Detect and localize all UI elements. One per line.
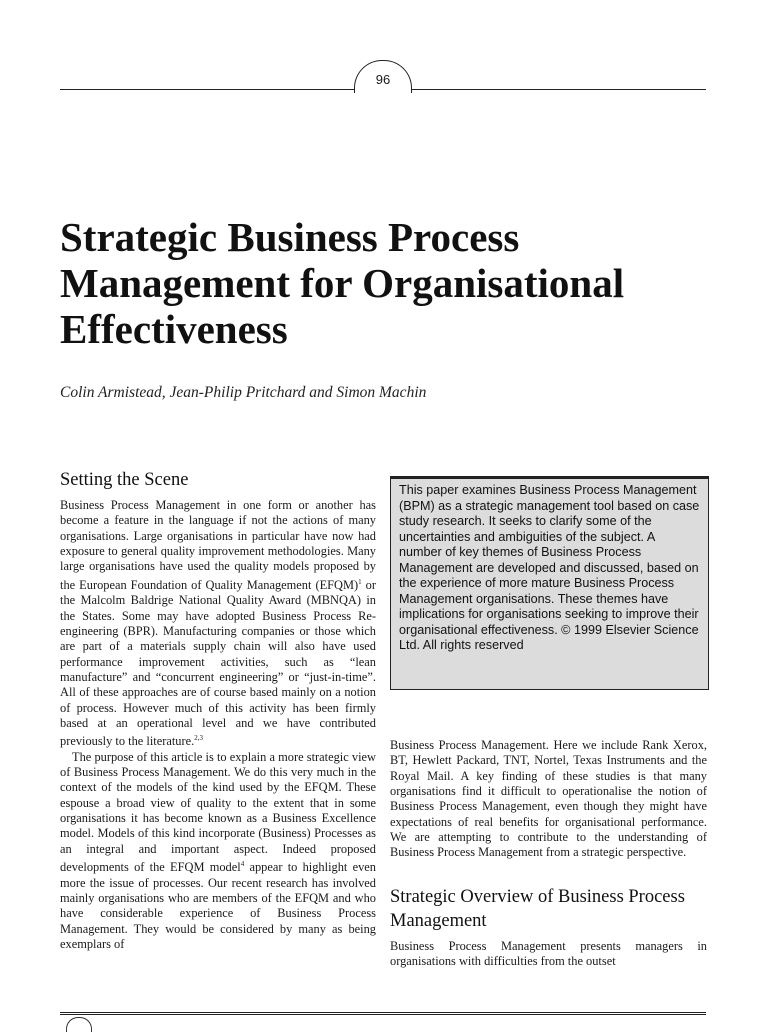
right-column — [390, 738, 707, 969]
title-line-3: Effectiveness — [60, 306, 288, 352]
title-line-1: Strategic Business Process — [60, 214, 520, 260]
paragraph-3: Business Process Management. Here we include Rank Xerox, BT, Hewlett Packard, TNT, Nortel, Texas Instruments and the Royal Mail. A key finding of these studies is that many organisations find it difficult to operationalise the notion of Business Process Management, even though they might have expectations of real benefits for organisational performance. We are attempting to contribute to the understanding of Business Process Management from a strategic perspective. — [390, 738, 707, 860]
paragraph-2 — [60, 750, 376, 953]
paragraph-1-text-b: or the Malcolm Baldrige National Quality Award (MBNQA) in the States. Some may have adopted Business Process Re-engineering (BPR). Manufacturing companies or those which are part of a materials supply chain will also have used performance improvement activities, such as “lean manufacture” and “concurrent engineering” or “just-in-time”. All of these approaches are of course based mainly on a notion of process. However much of this activity has been firmly based at an operational level and we have contributed previously to the literature. — [60, 577, 376, 749]
paragraph-1 — [60, 498, 376, 750]
footnote-ref-2-3: 2,3 — [194, 734, 203, 743]
paragraph-4: Business Process Management presents managers in organisations with difficulties from the outset — [390, 938, 707, 969]
abstract-box: This paper examines Business Process Management (BPM) as a strategic management tool based on case study research. It seeks to clarify some of the uncertainties and ambiguities of the subject. A number of key themes of Business Process Management are developed and discussed, based on the experience of more mature Business Process Management organisations. These themes have implications for organisations seeking to improve their organisational effectiveness. © 1999 Elsevier Science Ltd. All rights reserved — [390, 476, 709, 690]
paragraph-2-text-b: appear to highlight even more the issue of processes. Our recent research has involved mainly organisations who are members of the EFQM and who have considerable experience of Business Process Management. They would be considered by many as being exemplars of — [60, 860, 376, 951]
article-title — [60, 214, 720, 352]
section-heading-setting-the-scene: Setting the Scene — [60, 470, 189, 490]
left-column — [60, 468, 376, 952]
footnote-ref-1: 1 — [358, 577, 362, 586]
page-number: 96 — [375, 72, 391, 87]
footer-ornament — [66, 1017, 92, 1032]
authors: Colin Armistead, Jean-Philip Pritchard and Simon Machin — [60, 384, 427, 401]
footnote-ref-4: 4 — [240, 860, 245, 869]
section-heading-strategic-overview: Strategic Overview of Business Process Management — [390, 886, 685, 931]
title-line-2: Management for Organisational — [60, 260, 625, 306]
footer-rule — [60, 1012, 706, 1015]
paragraph-1-text-a: Business Process Management in one form or another has become a feature in the language if not the actions of many organisations. Large organisations in particular have now had exposure to general quality improvement methodologies. Many large organisations have used the quality models proposed by the European Foundation of Quality Management (EFQM) — [60, 498, 376, 592]
paragraph-2-text-a: The purpose of this article is to explain a more strategic view of Business Process Management. We do this very much in the context of the models of the kind used by the EFQM. These espouse a broad view of quality to the extent that in some organisations it has become known as a Business Excellence model. Models of this kind incorporate (Business) Processes as an integral and important aspect. Indeed proposed developments of the EFQM model — [60, 749, 376, 875]
